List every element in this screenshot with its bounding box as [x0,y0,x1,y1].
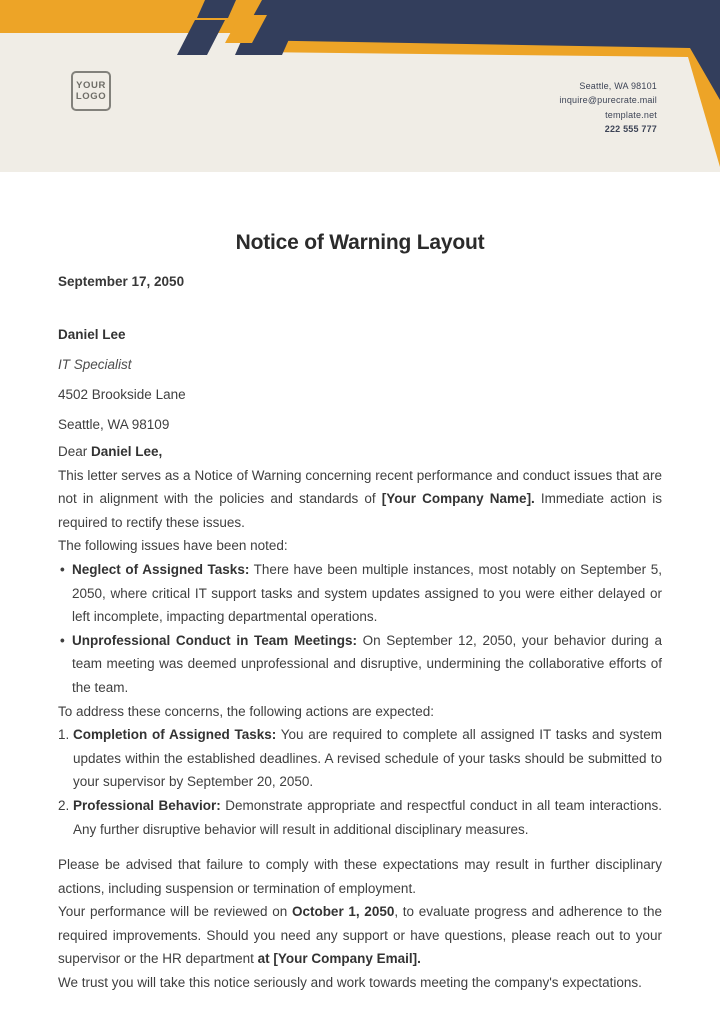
actions-list [58,723,662,841]
text-run: This letter serves as a Notice of Warning concerning recent performance and conduct issues that are not in alignment with the policies and standards of [58,467,662,507]
paragraph-actions-lead [58,700,662,724]
bold-text-run: Neglect of Assigned Tasks: [72,561,250,577]
logo-placeholder [71,71,111,111]
issue-item [58,629,662,700]
text-run: Dear [58,444,92,459]
action-item [58,723,662,794]
contact-line: template.net [605,109,657,120]
letter-body [0,228,720,995]
contact-line: Seattle, WA 98101 [579,81,657,91]
contact-line: 222 555 777 [604,123,657,134]
recipient-role: IT Specialist [58,357,132,372]
bold-text-run: Daniel Lee, [91,444,163,459]
salutation [58,440,662,464]
text-run: Demonstrate appropriate and respectful conduct in all team interactions. Any further disruptive behavior will result in additional disciplinary measures. [73,797,662,837]
issues-list [58,558,662,700]
bold-text-run: at [Your Company Email]. [257,951,421,967]
bold-text-run: Unprofessional Conduct in Team Meetings: [72,632,357,648]
action-item [58,794,662,841]
letterhead [0,0,720,172]
text-run: The following issues have been noted: [58,538,288,554]
logo-text-line2: LOGO [75,91,107,102]
text-run: There have been multiple instances, most notably on September 5, 2050, where critical IT support tasks and system updates assigned to you were either delayed or left incomplete, impacting departmental operations. [72,561,662,625]
paragraph-review [58,900,662,971]
text-run: Your performance will be reviewed on [58,904,292,920]
bold-text-run: Professional Behavior: [73,797,221,813]
text-run: Immediate action is required to rectify these issues. [58,491,662,530]
letter-date: September 17, 2050 [58,274,185,289]
contact-info [559,79,657,136]
contact-line: inquire@purecrate.mail [559,95,657,106]
bold-text-run: [Your Company Name]. [381,491,535,507]
recipient-block [58,320,662,440]
recipient-address-line1: 4502 Brookside Lane [58,387,186,402]
paragraph-issues-lead [58,534,662,558]
issue-item [58,558,662,629]
recipient-name: Daniel Lee [58,327,126,342]
letter-title: Notice of Warning Layout [235,231,485,254]
text-run: You are required to complete all assigned IT tasks and system updates within the established deadlines. A revised schedule of your tasks should be submitted to your supervisor by September 20, 2050. [73,727,662,790]
recipient-address-line2: Seattle, WA 98109 [58,417,170,432]
paragraph-intro [58,464,662,535]
paragraph-closing [58,971,662,995]
text-run: We trust you will take this notice seriously and work towards meeting the company's expectations. [58,975,642,991]
text-run: Please be advised that failure to comply with these expectations may result in further disciplinary actions, including suspension or termination of employment. [58,857,662,896]
paragraph-warning [58,853,662,900]
text-run: To address these concerns, the following actions are expected: [58,703,434,719]
bold-text-run: October 1, 2050 [291,904,395,920]
text-run: , to evaluate progress and adherence to the required improvements. Should you need any support or have questions, please reach out to your supervisor or the HR department [58,904,662,967]
bold-text-run: Completion of Assigned Tasks: [73,727,277,743]
text-run: On September 12, 2050, your behavior during a team meeting was deemed unprofessional and disruptive, undermining the collaborative efforts of the team. [72,632,662,695]
logo-text-line1: YOUR [76,80,106,91]
